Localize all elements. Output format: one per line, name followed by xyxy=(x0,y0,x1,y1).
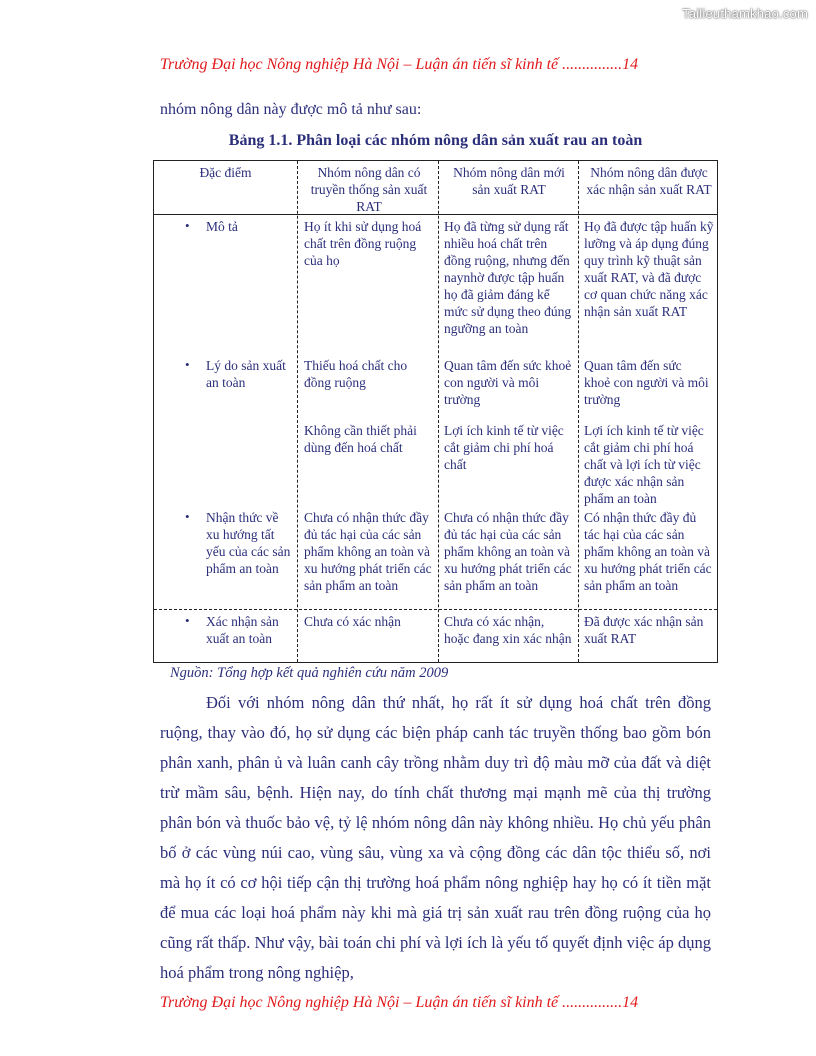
header-divider xyxy=(154,214,717,215)
source-note: Nguồn: Tổng hợp kết quả nghiên cứu năm 2009 xyxy=(170,665,449,681)
column-divider xyxy=(578,161,579,662)
table-header-traditional: Nhóm nông dân có truyền thống sản xuất RAT xyxy=(310,165,428,214)
row-feature-description: Mô tả xyxy=(206,219,238,234)
table-cell: Thiếu hoá chất cho đồng ruộng xyxy=(304,358,408,390)
column-divider xyxy=(297,161,298,662)
watermark-text: Tailieuthamkhao.com xyxy=(682,6,808,21)
bullet-icon: • xyxy=(185,218,190,233)
bullet-icon: • xyxy=(185,357,190,372)
table-cell: Họ ít khi sử dụng hoá chất trên đồng ruộng của họ xyxy=(304,219,422,268)
table-header-certified: Nhóm nông dân được xác nhận sản xuất RAT xyxy=(586,165,712,197)
table-cell: Chưa có xác nhận, hoặc đang xin xác nhận xyxy=(444,614,572,646)
row-feature-awareness: Nhận thức về xu hướng tất yếu của các sản phẩm an toàn xyxy=(206,510,291,576)
row-feature-reason: Lý do sản xuất an toàn xyxy=(206,358,286,390)
table-cell: Có nhận thức đầy đủ tác hại của các sản phẩm không an toàn và xu hướng phát triển các sản phẩm an toàn xyxy=(584,510,712,593)
body-paragraph: Đối với nhóm nông dân thứ nhất, họ rất ít sử dụng hoá chất trên đồng ruộng, thay vào đó, họ sử dụng các biện pháp canh tác truyền thống bao gồm bón phân xanh, phân ủ và luân canh cây trồng nhằm duy trì độ màu mỡ của đất và diệt trừ mầm sâu, bệnh. Hiện nay, do tính chất thương mại mạnh mẽ của thị trường phân bón và thuốc bảo vệ, tỷ lệ nhóm nông dân này không nhiều. Họ chủ yếu phân bố ở các vùng núi cao, vùng sâu, vùng xa và cộng đồng các dân tộc thiểu số, nơi mà họ ít có cơ hội tiếp cận thị trường hoá phẩm nông nghiệp hay họ có ít tiền mặt để mua các loại hoá phẩm này khi mà giá trị sản xuất rau trên đồng ruộng của họ cũng rất thấp. Như vậy, bài toán chi phí và lợi ích là yếu tố quyết định việc áp dụng hoá phẩm trong nông nghiệp, xyxy=(160,693,711,982)
table-header-feature: Đặc điểm xyxy=(199,165,252,180)
table-header-new: Nhóm nông dân mới sản xuất RAT xyxy=(453,165,565,197)
table-cell: Quan tâm đến sức khoẻ con người và môi trường xyxy=(444,358,572,407)
table-title: Bảng 1.1. Phân loại các nhóm nông dân sản xuất rau an toàn xyxy=(228,132,643,149)
table-cell: Chưa có nhận thức đầy đủ tác hại của các sản phẩm không an toàn và xu hướng phát triển các sản phẩm an toàn xyxy=(304,510,432,593)
column-divider xyxy=(438,161,439,662)
table-cell: Không cần thiết phải dùng đến hoá chất xyxy=(304,423,417,455)
table-cell: Chưa có nhận thức đầy đủ tác hại của các sản phẩm không an toàn và xu hướng phát triển các sản phẩm an toàn xyxy=(444,510,572,593)
row-divider xyxy=(154,609,717,610)
running-head-bottom: Trường Đại học Nông nghiệp Hà Nội – Luận án tiến sĩ kinh tế ...............14 xyxy=(160,994,639,1011)
table-cell: Đã được xác nhận sản xuất RAT xyxy=(584,614,704,646)
running-head-top: Trường Đại học Nông nghiệp Hà Nội – Luận án tiến sĩ kinh tế ...............14 xyxy=(160,56,639,73)
table-cell: Chưa có xác nhận xyxy=(304,614,401,629)
table-cell: Lợi ích kinh tế từ việc cắt giảm chi phí hoá chất và lợi ích từ việc được xác nhận sản phẩm an toàn xyxy=(584,423,704,506)
bullet-icon: • xyxy=(185,509,190,524)
table-cell: Quan tâm đến sức khoẻ con người và môi trường xyxy=(584,358,709,407)
intro-text: nhóm nông dân này được mô tả như sau: xyxy=(160,101,422,118)
bullet-icon: • xyxy=(185,613,190,628)
classification-table xyxy=(153,160,718,663)
table-cell: Họ đã được tập huấn kỹ lưỡng và áp dụng đúng quy trình kỹ thuật sản xuất RAT, và đã được cơ quan chức năng xác nhận sản xuất RAT xyxy=(584,219,714,319)
table-cell: Lợi ích kinh tế từ việc cắt giảm chi phí hoá chất xyxy=(444,423,564,472)
row-feature-certification: Xác nhận sản xuất an toàn xyxy=(206,614,279,646)
table-cell: Họ đã từng sử dụng rất nhiều hoá chất trên đồng ruộng, nhưng đến naynhờ được tập huấn họ đã giảm đáng kể mức sử dụng theo đúng ngưỡng an toàn xyxy=(444,219,572,336)
